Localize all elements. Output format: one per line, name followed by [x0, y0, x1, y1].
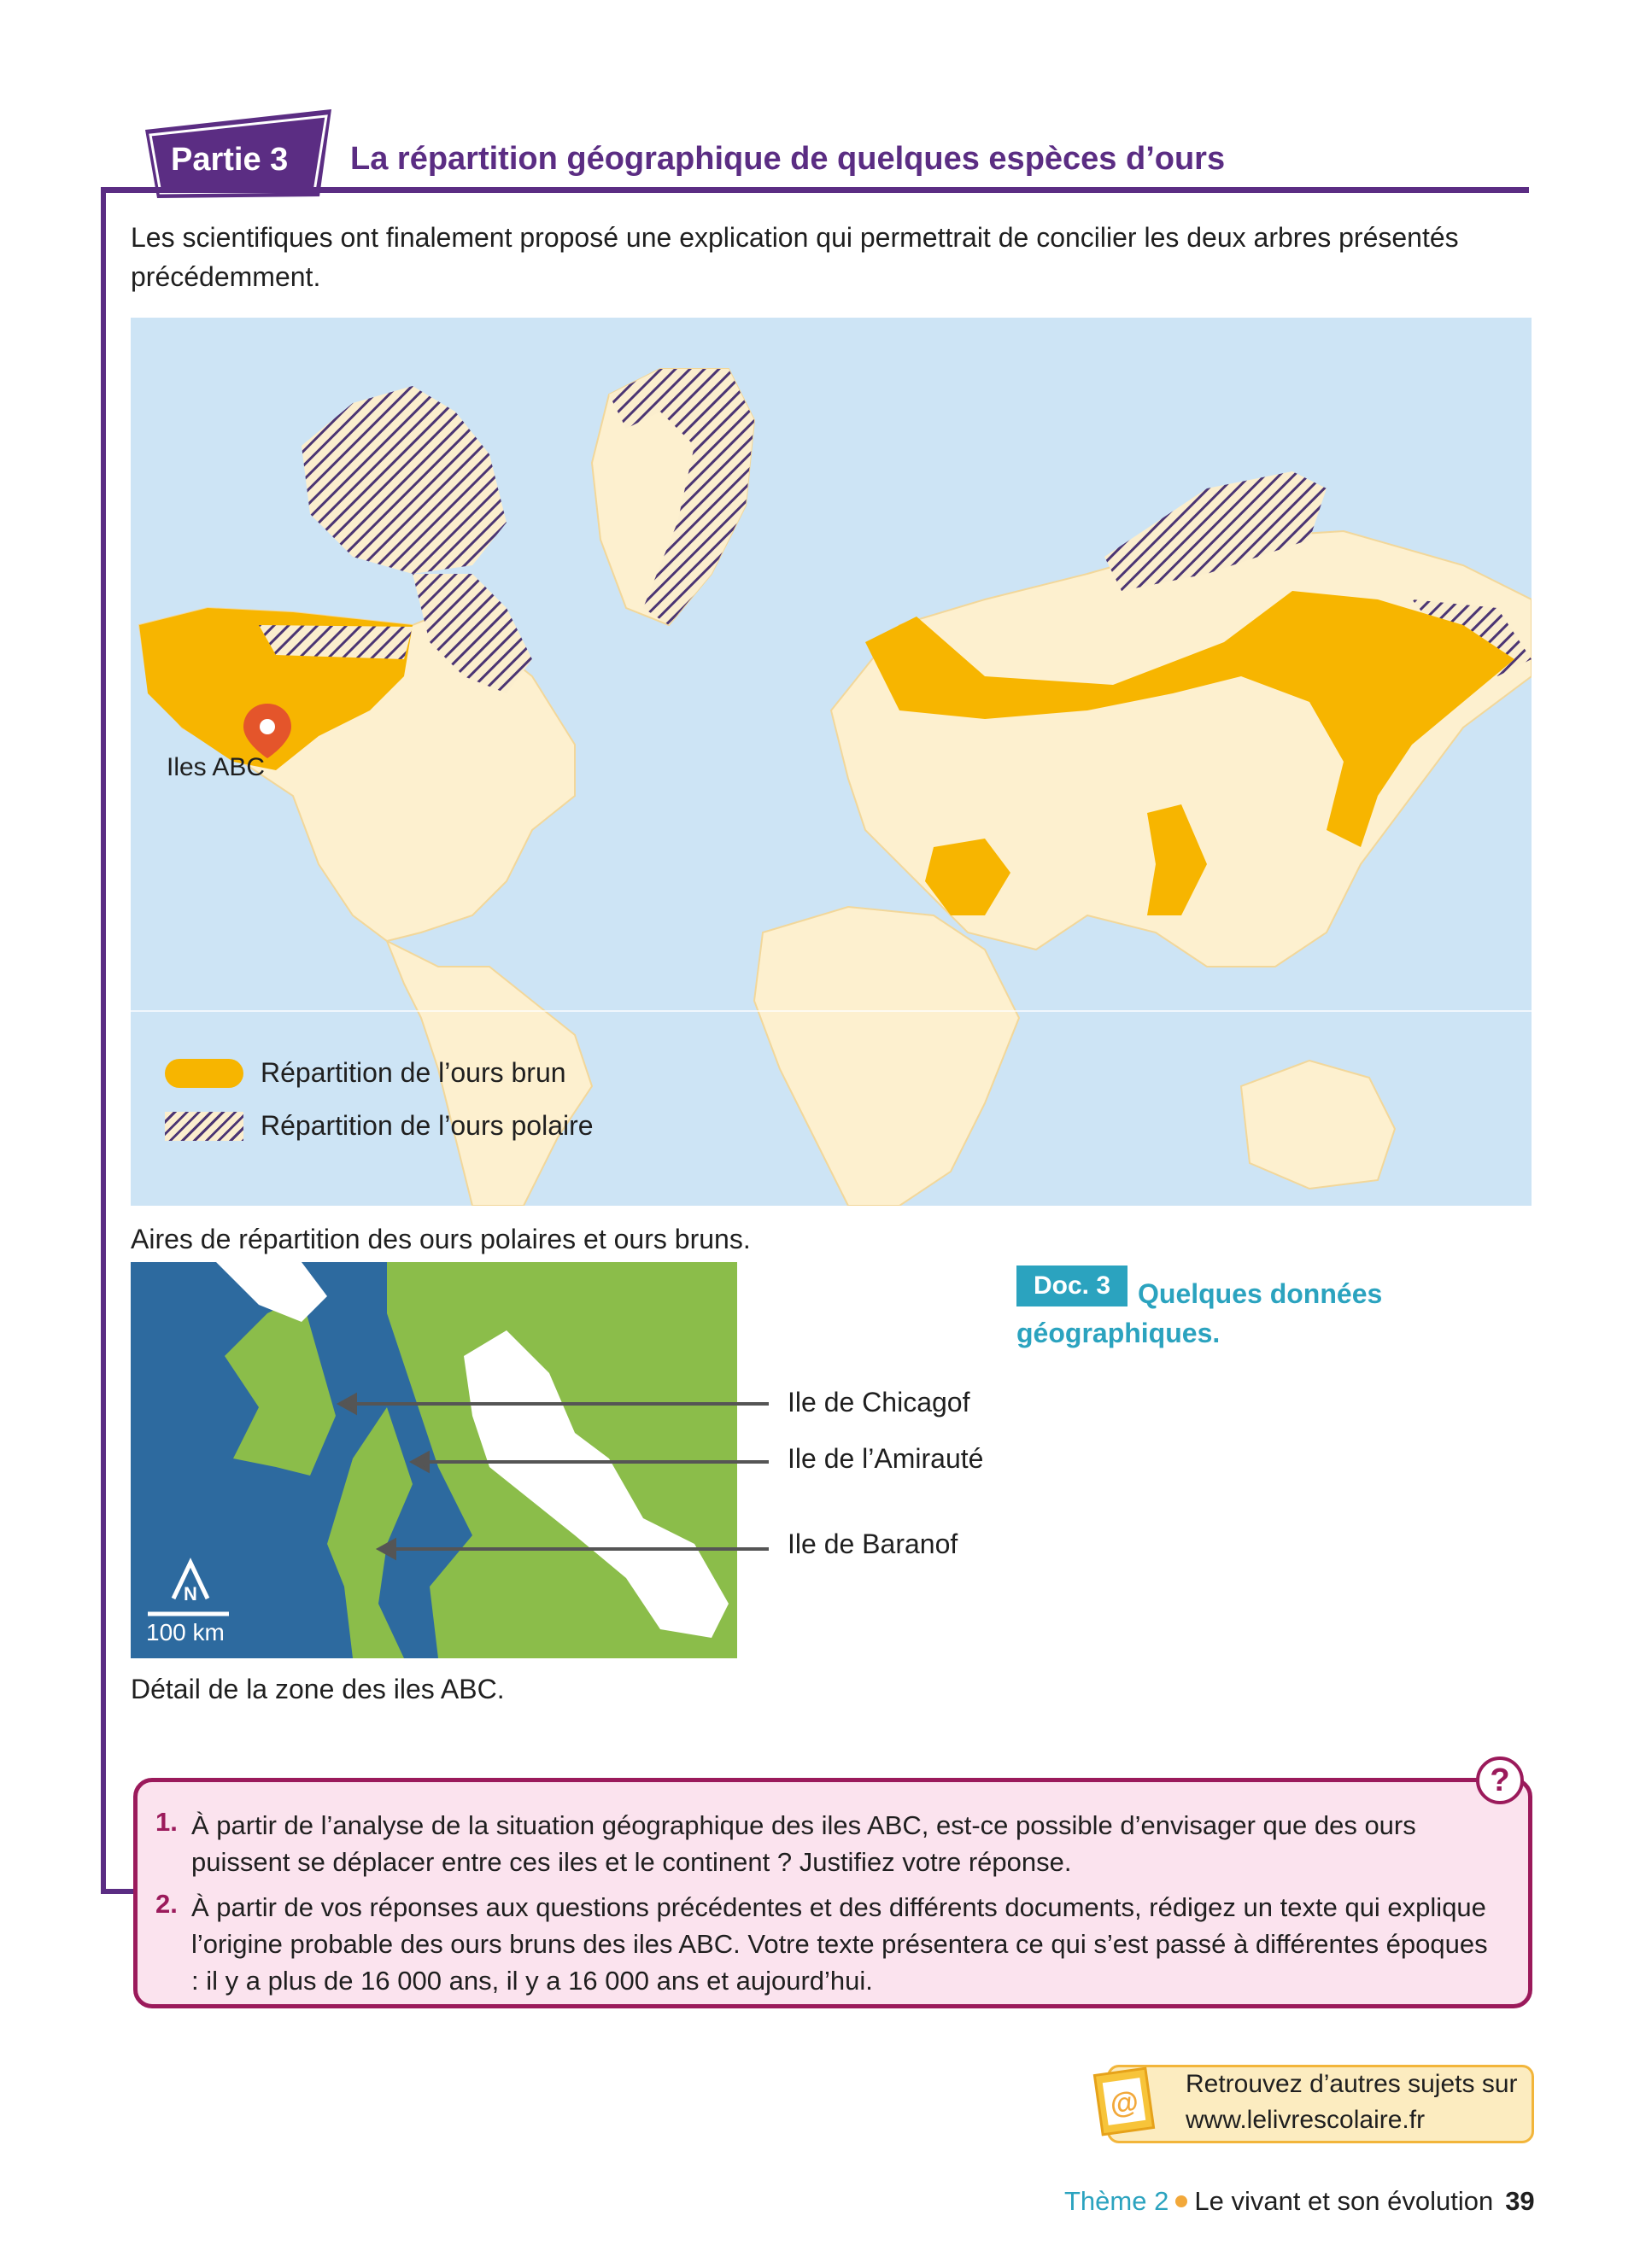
- footer-topic: Le vivant et son évolution: [1194, 2186, 1494, 2216]
- detail-map-caption: Détail de la zone des iles ABC.: [131, 1674, 505, 1704]
- question-2-number: 2.: [155, 1889, 178, 1919]
- question-mark-icon: ?: [1476, 1757, 1524, 1804]
- label-baranof: Ile de Baranof: [788, 1529, 958, 1559]
- north-label: N: [184, 1583, 197, 1605]
- section-title: La répartition géographique de quelques espèces d’ours: [350, 141, 1226, 177]
- web-link-text[interactable]: Retrouvez d’autres sujets sur www.lelivrescolaire.fr: [1186, 2070, 1518, 2134]
- doc-title: Quelques données géographiques.: [1016, 1278, 1383, 1348]
- footer-theme: Thème 2: [1064, 2186, 1169, 2216]
- arrowhead-baranof: [379, 1540, 395, 1558]
- world-map-caption: Aires de répartition des ours polaires et ours bruns.: [131, 1224, 751, 1254]
- arrowhead-amiraute: [413, 1453, 428, 1470]
- part-label: Partie 3: [171, 142, 289, 178]
- doc-badge: Doc. 3: [1016, 1266, 1128, 1306]
- legend-polar-label: Répartition de l’ours polaire: [261, 1110, 594, 1141]
- iles-abc-label: Iles ABC: [167, 753, 266, 781]
- at-sign-text: @: [1108, 2084, 1141, 2122]
- arrowhead-chicagof: [340, 1395, 355, 1412]
- scale-label: 100 km: [146, 1619, 225, 1645]
- question-2-text: À partir de vos réponses aux questions précédentes et des différents documents, rédigez un texte qui explique l’origine probable des ours bruns des iles ABC. Votre texte présentera ce qui s’est passé à différentes époques : il y a plus de 16 000 ans, il y a 16 000 ans et aujourd’hui.: [191, 1892, 1488, 1996]
- at-sign-icon: [1091, 2065, 1157, 2139]
- intro-paragraph: Les scientifiques ont finalement proposé une explication qui permettrait de concilier les deux arbres présentés précédemment.: [131, 222, 1459, 292]
- page-footer: [1064, 2186, 1535, 2217]
- footer-dot-icon: [1175, 2195, 1187, 2207]
- question-1-number: 1.: [155, 1807, 178, 1837]
- legend-brown-label: Répartition de l’ours brun: [261, 1057, 566, 1088]
- label-amiraute: Ile de l’Amirauté: [788, 1443, 984, 1474]
- label-chicagof: Ile de Chicagof: [788, 1387, 970, 1418]
- question-1-text: À partir de l’analyse de la situation géographique des iles ABC, est-ce possible d’envisager que des ours puissent se déplacer entre ces iles et le continent ? Justifiez votre réponse.: [191, 1810, 1416, 1877]
- page-number: 39: [1505, 2186, 1535, 2216]
